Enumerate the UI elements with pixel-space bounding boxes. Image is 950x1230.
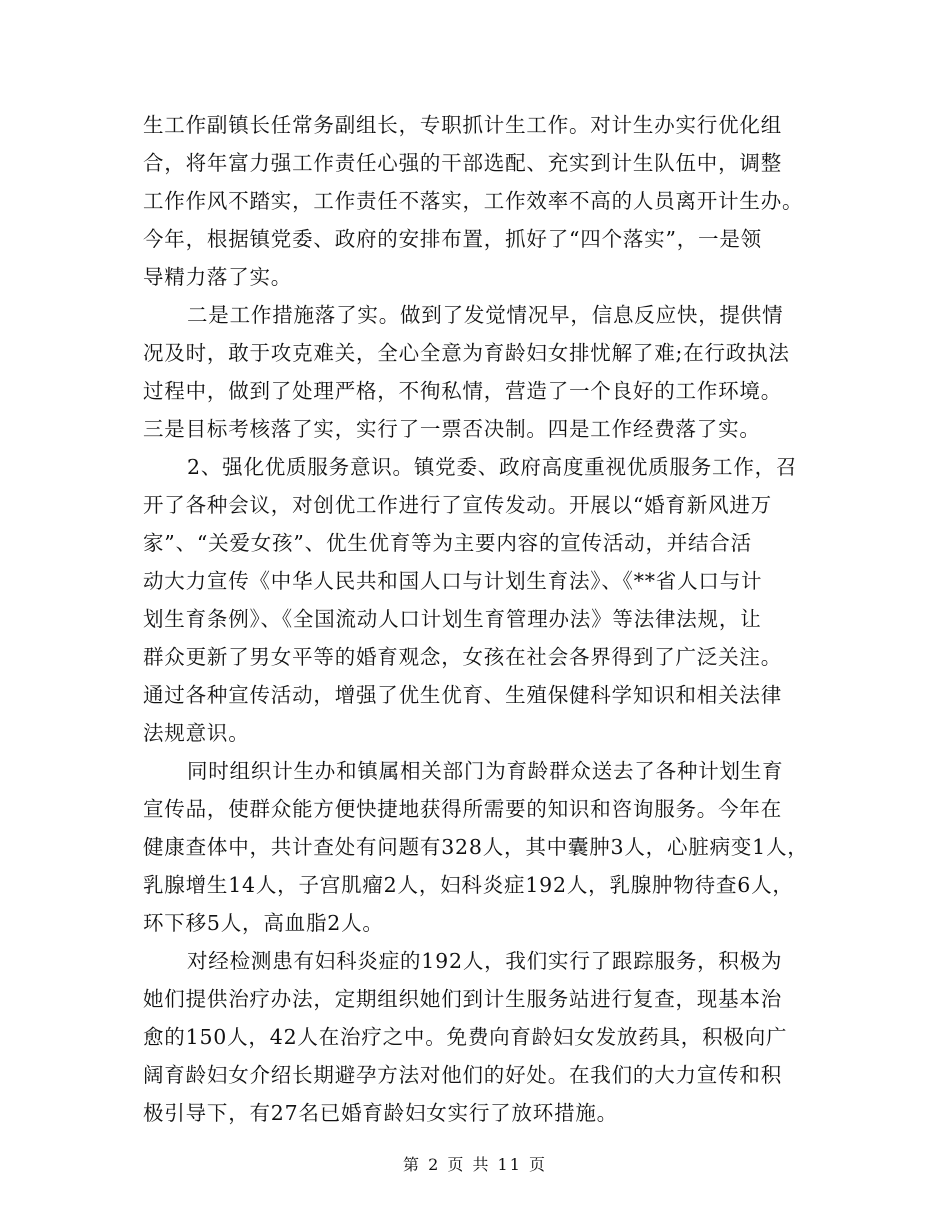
text-line: 动大力宣传《中华人民共和国人口与计划生育法》、《**省人口与计 bbox=[143, 569, 763, 593]
text-line: 环下移5人，高血脂2人。 bbox=[143, 911, 384, 935]
text-line: 同时组织计生办和镇属相关部门为育龄群众送去了各种计划生育 bbox=[187, 759, 784, 783]
paragraph-3 bbox=[143, 448, 811, 752]
text-line: 极引导下，有27名已婚育龄妇女实行了放环措施。 bbox=[143, 1101, 618, 1125]
text-line: 健康查体中，共计查处有问题有328人，其中囊肿3人，心脏病变1人， bbox=[143, 835, 809, 859]
paragraph-5 bbox=[143, 942, 811, 1132]
text-line: 三是目标考核落了实，实行了一票否决制。四是工作经费落了实。 bbox=[143, 417, 761, 441]
text-line: 家”、“关爱女孩”、优生优育等为主要内容的宣传活动，并结合活 bbox=[143, 531, 752, 555]
text-line: 对经检测患有妇科炎症的192人，我们实行了跟踪服务，积极为 bbox=[187, 949, 783, 973]
text-line: 群众更新了男女平等的婚育观念，女孩在社会各界得到了广泛关注。 bbox=[143, 645, 782, 669]
text-line: 她们提供治疗办法，定期组织她们到计生服务站进行复查，现基本治 bbox=[143, 987, 782, 1011]
text-line: 导精力落了实。 bbox=[143, 265, 293, 289]
text-line: 宣传品，使群众能方便快捷地获得所需要的知识和咨询服务。今年在 bbox=[143, 797, 782, 821]
text-line: 过程中，做到了处理严格，不徇私情，营造了一个良好的工作环境。 bbox=[143, 379, 782, 403]
text-line: 开了各种会议，对创优工作进行了宣传发动。开展以“婚育新风进万 bbox=[143, 493, 772, 517]
text-line: 乳腺增生14人，子宫肌瘤2人，妇科炎症192人，乳腺肿物待查6人， bbox=[143, 873, 794, 897]
document-body bbox=[143, 106, 811, 1132]
paragraph-1 bbox=[143, 106, 811, 296]
text-line: 法规意识。 bbox=[143, 721, 250, 745]
text-line: 今年，根据镇党委、政府的安排布置，抓好了“四个落实”，一是领 bbox=[143, 227, 762, 251]
text-line: 二是工作措施落了实。做到了发觉情况早，信息反应快，提供情 bbox=[187, 303, 784, 327]
text-line: 阔育龄妇女介绍长期避孕方法对他们的好处。在我们的大力宣传和积 bbox=[143, 1063, 782, 1087]
text-line: 生工作副镇长任常务副组长，专职抓计生工作。对计生办实行优化组 bbox=[143, 113, 782, 137]
text-line: 2、强化优质服务意识。镇党委、政府高度重视优质服务工作，召 bbox=[187, 455, 798, 479]
text-line: 划生育条例》、《全国流动人口计划生育管理办法》等法律法规，让 bbox=[143, 607, 762, 631]
paragraph-2 bbox=[143, 296, 811, 448]
text-line: 愈的150人，42人在治疗之中。免费向育龄妇女发放药具，积极向广 bbox=[143, 1025, 788, 1049]
text-line: 工作作风不踏实，工作责任不落实，工作效率不高的人员离开计生办。 bbox=[143, 189, 804, 213]
paragraph-4 bbox=[143, 752, 811, 942]
text-line: 合，将年富力强工作责任心强的干部选配、充实到计生队伍中，调整 bbox=[143, 151, 782, 175]
page-number-footer: 第 2 页 共 11 页 bbox=[403, 1155, 547, 1174]
text-line: 通过各种宣传活动，增强了优生优育、生殖保健科学知识和相关法律 bbox=[143, 683, 782, 707]
text-line: 况及时，敢于攻克难关，全心全意为育龄妇女排忧解了难;在行政执法 bbox=[143, 341, 790, 365]
